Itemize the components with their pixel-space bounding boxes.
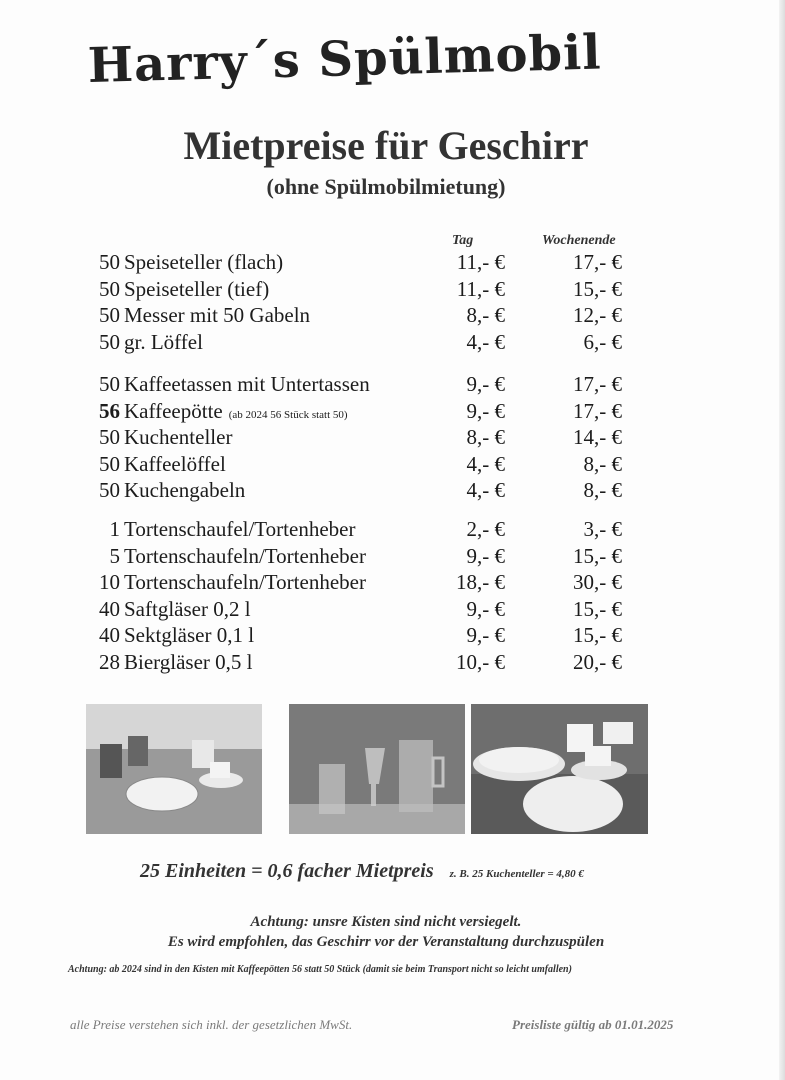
notice-mugs-2024: Achtung: ab 2024 sind in den Kisten mit Kaffeepötten 56 statt 50 Stück (damit sie beim Transport nicht so leicht umfallen)	[68, 964, 572, 975]
item-name	[124, 399, 348, 424]
item-name	[124, 250, 283, 275]
item-name-text: Sektgläser 0,1 l	[124, 623, 255, 648]
price-day: 11,- €	[456, 250, 505, 274]
price-weekend: 12,- €	[573, 303, 622, 328]
item-name	[124, 277, 269, 302]
price-weekend: 15,- €	[573, 623, 622, 648]
notice-not-sealed: Achtung: unsre Kisten sind nicht versiegelt.	[250, 914, 522, 930]
item-name-text: Tortenschaufel/Tortenheber	[124, 517, 356, 541]
price-weekend: 30,- €	[573, 570, 622, 595]
footer-vat-note: alle Preise verstehen sich inkl. der gesetzlichen MwSt.	[70, 1017, 353, 1032]
logo: Harry´s Spülmobil	[87, 24, 603, 94]
item-name	[124, 372, 370, 397]
item-count: 1	[109, 517, 120, 541]
price-day: 18,- €	[456, 570, 505, 595]
units-discount	[140, 860, 584, 883]
item-count: 40	[99, 596, 120, 621]
price-row	[0, 452, 785, 478]
price-day: 2,- €	[466, 517, 505, 541]
photo-glasses	[289, 704, 465, 834]
column-header-weekend: Wochenende	[542, 233, 616, 248]
item-name	[124, 650, 253, 675]
photo-coffee-cups-plate	[86, 704, 262, 834]
price-row	[0, 399, 785, 425]
item-count: 50	[99, 372, 120, 396]
item-name-text: gr. Löffel	[124, 329, 203, 354]
price-row	[0, 425, 785, 451]
footer-valid-from: Preisliste gültig ab 01.01.2025	[512, 1017, 674, 1032]
price-row	[0, 597, 785, 623]
price-row	[0, 544, 785, 570]
item-name	[124, 478, 245, 503]
price-row	[0, 372, 785, 398]
page-subtitle: (ohne Spülmobilmietung)	[266, 174, 506, 199]
price-row	[0, 570, 785, 596]
units-discount-text: 25 Einheiten = 0,6 facher Mietpreis	[140, 860, 434, 882]
item-count: 50	[99, 250, 120, 274]
price-row	[0, 250, 785, 276]
photo-plates-cups	[471, 704, 648, 834]
item-count: 5	[109, 543, 120, 568]
item-count: 50	[99, 303, 120, 328]
item-count: 10	[99, 570, 120, 595]
item-count: 50	[99, 478, 120, 503]
item-count: 28	[99, 650, 120, 674]
item-name	[124, 517, 355, 542]
item-name	[124, 425, 232, 450]
price-day: 8,- €	[466, 303, 505, 328]
item-name-text: Kaffeelöffel	[124, 451, 226, 476]
price-day: 9,- €	[466, 372, 505, 396]
item-name-text: Kuchengabeln	[124, 478, 246, 503]
item-name-text: Saftgläser 0,2 l	[124, 596, 251, 621]
price-weekend: 8,- €	[583, 478, 622, 503]
price-weekend: 15,- €	[573, 596, 622, 621]
item-name	[124, 330, 203, 355]
price-weekend: 17,- €	[573, 372, 622, 396]
price-day: 9,- €	[466, 543, 505, 568]
price-day: 4,- €	[466, 329, 505, 354]
price-weekend: 14,- €	[573, 425, 622, 450]
price-row	[0, 517, 785, 543]
item-note: (ab 2024 56 Stück statt 50)	[228, 408, 348, 421]
item-name-text: Kaffeetassen mit Untertassen	[124, 372, 370, 396]
price-day: 4,- €	[466, 478, 505, 503]
item-count: 50	[99, 329, 120, 354]
price-weekend: 6,- €	[583, 329, 622, 354]
item-name-text: Tortenschaufeln/Tortenheber	[124, 543, 366, 568]
price-weekend: 8,- €	[583, 451, 622, 476]
price-row	[0, 330, 785, 356]
item-name-text: Biergläser 0,5 l	[124, 650, 253, 674]
price-day: 8,- €	[466, 425, 505, 450]
item-count: 40	[99, 623, 120, 648]
price-weekend: 15,- €	[573, 543, 622, 568]
item-name	[124, 623, 254, 648]
item-name-text: Speiseteller (flach)	[124, 250, 284, 274]
price-weekend: 17,- €	[573, 250, 622, 274]
units-discount-example: z. B. 25 Kuchenteller = 4,80 €	[449, 868, 584, 880]
price-day: 11,- €	[456, 276, 505, 301]
price-weekend: 17,- €	[573, 398, 622, 423]
page-title: Mietpreise für Geschirr	[183, 123, 589, 168]
price-day: 9,- €	[466, 623, 505, 648]
item-name	[124, 597, 251, 622]
item-name-text: Tortenschaufeln/Tortenheber	[124, 570, 366, 595]
item-name-text: Messer mit 50 Gabeln	[124, 303, 311, 328]
item-count: 50	[99, 276, 120, 301]
column-header-day: Tag	[452, 233, 474, 248]
price-row	[0, 277, 785, 303]
notice-rinse: Es wird empfohlen, das Geschirr vor der Veranstaltung durchzuspülen	[167, 934, 605, 950]
price-day: 9,- €	[466, 596, 505, 621]
item-name-text: Kuchenteller	[124, 425, 233, 450]
item-name	[124, 544, 366, 569]
item-name	[124, 452, 226, 477]
price-row	[0, 478, 785, 504]
item-count: 56	[99, 398, 120, 423]
price-weekend: 3,- €	[583, 517, 622, 541]
price-weekend: 15,- €	[573, 276, 622, 301]
price-day: 9,- €	[466, 398, 505, 423]
item-count: 50	[99, 451, 120, 476]
item-name-text: Speiseteller (tief)	[124, 276, 270, 301]
price-day: 4,- €	[466, 451, 505, 476]
price-weekend: 20,- €	[573, 650, 622, 674]
item-name-text: Kaffeepötte	[124, 398, 223, 423]
price-row	[0, 650, 785, 676]
price-row	[0, 623, 785, 649]
price-day: 10,- €	[456, 650, 505, 674]
item-count: 50	[99, 425, 120, 450]
item-name	[124, 570, 366, 595]
item-name	[124, 303, 310, 328]
price-row	[0, 303, 785, 329]
